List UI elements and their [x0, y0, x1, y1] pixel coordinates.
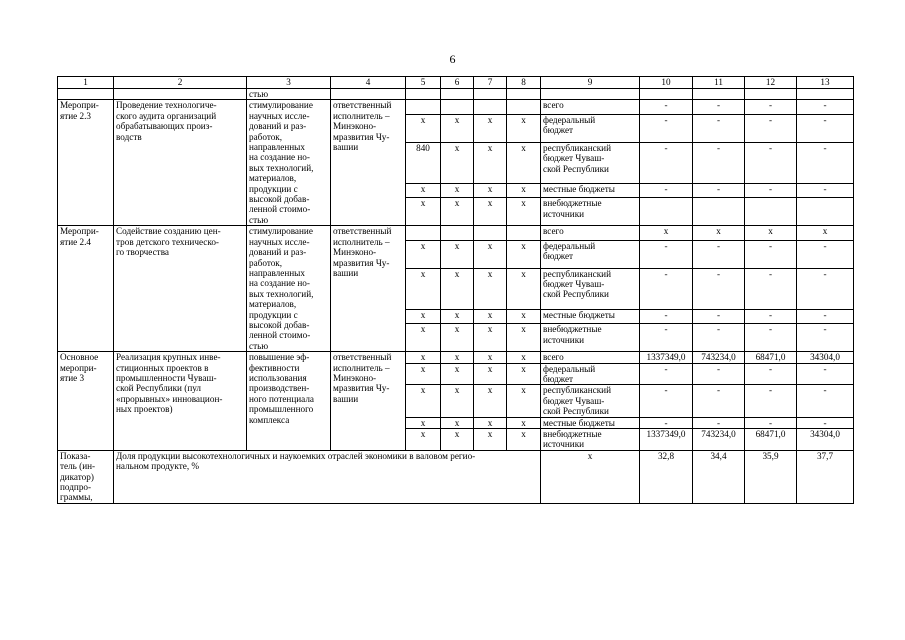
table-row — [58, 100, 854, 115]
code-cell: x — [441, 183, 474, 198]
amount-cell: - — [745, 309, 797, 324]
amount-cell: x — [797, 226, 854, 241]
code-cell: x — [474, 363, 507, 385]
code-cell: x — [507, 352, 541, 363]
col-header-9: 9 — [541, 77, 640, 89]
code-cell — [441, 226, 474, 241]
code-cell — [474, 100, 507, 115]
code-cell: x — [474, 183, 507, 198]
indicator-value: 32,8 — [640, 450, 693, 503]
code-cell: x — [474, 352, 507, 363]
amount-cell: 68471,0 — [745, 352, 797, 363]
funding-source: республиканский бюджет Чуваш- ской Республики — [541, 385, 640, 417]
amount-cell: 34304,0 — [797, 352, 854, 363]
amount-cell: - — [797, 363, 854, 385]
indicator-value: 34,4 — [693, 450, 745, 503]
code-cell: x — [507, 114, 541, 142]
code-cell — [507, 226, 541, 241]
code-cell: x — [441, 114, 474, 142]
activity-name: Реализация крупных инве- стиционных проектов в промышленности Чуваш- ской Республики (пул «прорывных» инновацион- ных проектов) — [114, 352, 247, 451]
code-cell: x — [507, 198, 541, 226]
code-cell — [441, 100, 474, 115]
activity-goal: стимулирование научных иссле- дований и раз- работок, направленных на создание но- вых технологий, материалов, продукции с высокой добав- ленной стоимо- стью — [247, 100, 331, 226]
amount-cell: x — [693, 226, 745, 241]
amount-cell: - — [797, 417, 854, 428]
activity-name: Содействие созданию цен- тров детского техническо- го творчества — [114, 226, 247, 352]
amount-cell: - — [797, 114, 854, 142]
amount-cell: - — [693, 183, 745, 198]
funding-source: местные бюджеты — [541, 183, 640, 198]
responsible-executor: ответственный исполнитель – Минэконо- мразвития Чу- вашии — [331, 352, 406, 451]
code-cell: x — [507, 417, 541, 428]
col-header-3: 3 — [247, 77, 331, 89]
amount-cell: - — [797, 240, 854, 268]
amount-cell: - — [745, 100, 797, 115]
code-cell: x — [474, 240, 507, 268]
col-header-10: 10 — [640, 77, 693, 89]
funding-source: всего — [541, 226, 640, 241]
table-row — [58, 226, 854, 241]
code-cell: x — [507, 268, 541, 309]
code-cell: x — [474, 309, 507, 324]
amount-cell: - — [693, 240, 745, 268]
code-cell: x — [441, 429, 474, 451]
amount-cell: - — [640, 417, 693, 428]
responsible-executor: ответственный исполнитель – Минэконо- мразвития Чу- вашии — [331, 226, 406, 352]
code-cell: x — [507, 183, 541, 198]
amount-cell: - — [640, 240, 693, 268]
code-cell: x — [441, 385, 474, 417]
amount-cell — [693, 198, 745, 226]
col-header-8: 8 — [507, 77, 541, 89]
code-cell: x — [441, 198, 474, 226]
code-cell: x — [474, 385, 507, 417]
amount-cell: - — [745, 385, 797, 417]
amount-cell — [745, 198, 797, 226]
amount-cell: - — [693, 142, 745, 183]
funding-source: республиканский бюджет Чуваш- ской Республики — [541, 142, 640, 183]
code-cell: x — [406, 309, 441, 324]
amount-cell: - — [640, 268, 693, 309]
amount-cell: - — [640, 324, 693, 352]
code-cell: x — [507, 363, 541, 385]
amount-cell: 1337349,0 — [640, 352, 693, 363]
amount-cell: - — [640, 363, 693, 385]
code-cell: x — [441, 142, 474, 183]
funding-source: внебюджетные источники — [541, 198, 640, 226]
amount-cell: - — [797, 183, 854, 198]
col-header-6: 6 — [441, 77, 474, 89]
amount-cell: - — [745, 417, 797, 428]
code-cell: x — [507, 240, 541, 268]
code-cell: x — [441, 324, 474, 352]
code-cell — [406, 100, 441, 115]
funding-source: местные бюджеты — [541, 417, 640, 428]
amount-cell: - — [693, 385, 745, 417]
indicator-value: 37,7 — [797, 450, 854, 503]
funding-source: внебюджетные источники — [541, 429, 640, 451]
code-cell: x — [406, 363, 441, 385]
col-header-2: 2 — [114, 77, 247, 89]
amount-cell: - — [745, 363, 797, 385]
code-cell: x — [406, 198, 441, 226]
amount-cell: - — [693, 363, 745, 385]
activity-label: Меропри- ятие 2.4 — [58, 226, 114, 352]
table-row — [58, 352, 854, 363]
code-cell: x — [507, 385, 541, 417]
amount-cell: - — [693, 417, 745, 428]
funding-source: федеральный бюджет — [541, 240, 640, 268]
amount-cell: - — [797, 324, 854, 352]
code-cell: x — [406, 183, 441, 198]
amount-cell: - — [797, 100, 854, 115]
code-cell: 840 — [406, 142, 441, 183]
code-cell: x — [507, 309, 541, 324]
responsible-executor: ответственный исполнитель – Минэконо- мразвития Чу- вашии — [331, 100, 406, 226]
amount-cell: - — [745, 183, 797, 198]
activity-goal: повышение эф- фективности использования производствен- ного потенциала промышленного комплекса — [247, 352, 331, 451]
amount-cell — [640, 198, 693, 226]
code-cell: x — [474, 198, 507, 226]
col-header-12: 12 — [745, 77, 797, 89]
code-cell: x — [507, 142, 541, 183]
indicator-label: Показа- тель (ин- дикатор) подпро- граммы, — [58, 450, 114, 503]
code-cell: x — [406, 352, 441, 363]
carryover-text: стью — [247, 89, 331, 100]
amount-cell: x — [640, 226, 693, 241]
funding-source: внебюджетные источники — [541, 324, 640, 352]
amount-cell: - — [745, 268, 797, 309]
amount-cell — [797, 198, 854, 226]
indicator-value: 35,9 — [745, 450, 797, 503]
code-cell: x — [406, 324, 441, 352]
column-number-row — [58, 77, 854, 89]
page-number: 6 — [449, 52, 456, 66]
amount-cell: - — [797, 142, 854, 183]
amount-cell: - — [797, 385, 854, 417]
amount-cell: - — [693, 100, 745, 115]
activity-name: Проведение технологиче- ского аудита организаций обрабатывающих произ- водств — [114, 100, 247, 226]
code-cell: x — [441, 240, 474, 268]
code-cell: x — [441, 268, 474, 309]
activity-label: Меропри- ятие 2.3 — [58, 100, 114, 226]
code-cell — [406, 226, 441, 241]
code-cell: x — [474, 268, 507, 309]
amount-cell: 1337349,0 — [640, 429, 693, 451]
amount-cell: - — [693, 114, 745, 142]
code-cell: x — [406, 429, 441, 451]
amount-cell: 68471,0 — [745, 429, 797, 451]
code-cell: x — [441, 363, 474, 385]
amount-cell: - — [745, 114, 797, 142]
code-cell: x — [406, 268, 441, 309]
amount-cell: - — [693, 268, 745, 309]
amount-cell: - — [640, 385, 693, 417]
program-table — [57, 76, 854, 504]
amount-cell: - — [640, 114, 693, 142]
indicator-col9: x — [541, 450, 640, 503]
amount-cell: - — [640, 183, 693, 198]
col-header-1: 1 — [58, 77, 114, 89]
amount-cell: - — [693, 324, 745, 352]
amount-cell: 743234,0 — [693, 352, 745, 363]
funding-source: всего — [541, 100, 640, 115]
code-cell — [474, 226, 507, 241]
col-header-7: 7 — [474, 77, 507, 89]
code-cell: x — [441, 417, 474, 428]
col-header-4: 4 — [331, 77, 406, 89]
code-cell: x — [474, 142, 507, 183]
code-cell: x — [441, 352, 474, 363]
amount-cell: 743234,0 — [693, 429, 745, 451]
col-header-5: 5 — [406, 77, 441, 89]
amount-cell: - — [640, 309, 693, 324]
code-cell: x — [441, 309, 474, 324]
table-body — [58, 77, 854, 504]
funding-source: всего — [541, 352, 640, 363]
code-cell: x — [507, 324, 541, 352]
code-cell: x — [406, 417, 441, 428]
code-cell: x — [474, 114, 507, 142]
funding-source: республиканский бюджет Чуваш- ской Республики — [541, 268, 640, 309]
code-cell: x — [474, 324, 507, 352]
amount-cell: - — [640, 142, 693, 183]
col-header-13: 13 — [797, 77, 854, 89]
funding-source: федеральный бюджет — [541, 114, 640, 142]
code-cell: x — [406, 385, 441, 417]
indicator-text: Доля продукции высокотехнологичных и наукоемких отраслей экономики в валовом регио- нальном продукте, % — [114, 450, 541, 503]
activity-label: Основное меропри- ятие 3 — [58, 352, 114, 451]
amount-cell: - — [693, 309, 745, 324]
code-cell: x — [406, 114, 441, 142]
col-header-11: 11 — [693, 77, 745, 89]
amount-cell: - — [797, 268, 854, 309]
amount-cell: 34304,0 — [797, 429, 854, 451]
code-cell: x — [474, 429, 507, 451]
amount-cell: - — [745, 240, 797, 268]
carryover-row — [58, 89, 854, 100]
amount-cell: x — [745, 226, 797, 241]
code-cell: x — [507, 429, 541, 451]
code-cell — [507, 100, 541, 115]
code-cell: x — [474, 417, 507, 428]
amount-cell: - — [745, 324, 797, 352]
indicator-row — [58, 450, 854, 503]
activity-goal: стимулирование научных иссле- дований и раз- работок, направленных на создание но- вых технологий, материалов, продукции с высокой добав- ленной стоимо- стью — [247, 226, 331, 352]
code-cell: x — [406, 240, 441, 268]
funding-source: федеральный бюджет — [541, 363, 640, 385]
amount-cell: - — [797, 309, 854, 324]
amount-cell: - — [745, 142, 797, 183]
amount-cell: - — [640, 100, 693, 115]
funding-source: местные бюджеты — [541, 309, 640, 324]
